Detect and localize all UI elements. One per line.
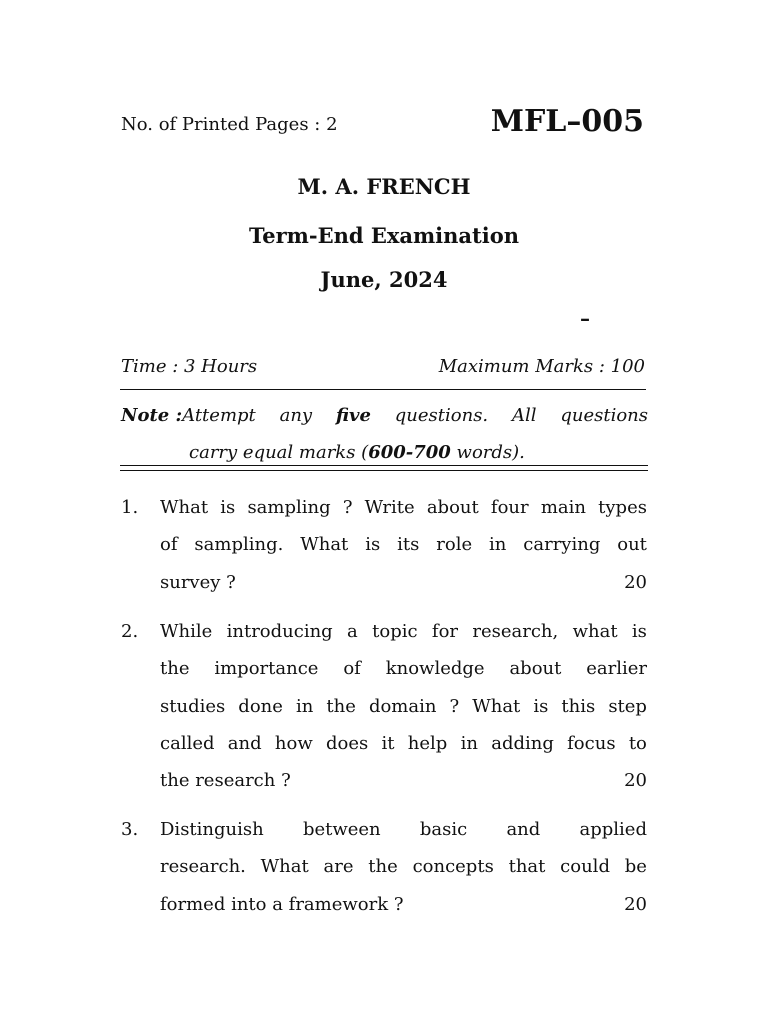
question-word: the xyxy=(160,658,190,680)
question-line xyxy=(160,886,647,923)
question-marks: 20 xyxy=(624,571,647,593)
question-word: in xyxy=(460,732,478,754)
question-number: 1. xyxy=(121,497,139,518)
question-word: the xyxy=(368,856,398,878)
question-word: between xyxy=(302,819,381,840)
question-marks: 20 xyxy=(624,770,647,792)
question-word: What xyxy=(300,534,349,556)
question-word: what xyxy=(572,621,618,642)
question-word: four xyxy=(490,497,529,518)
question-word: role xyxy=(436,534,473,556)
note-label: Note : xyxy=(121,405,183,426)
question-text: the research ? xyxy=(160,770,291,792)
question-word: help xyxy=(407,732,448,754)
question-body xyxy=(160,613,647,799)
question-word: step xyxy=(608,695,647,717)
question-word: introducing xyxy=(226,621,333,642)
divider-rule xyxy=(120,389,646,390)
question-line xyxy=(160,848,647,885)
question-word: domain xyxy=(368,695,437,717)
question-word: sampling. xyxy=(194,534,284,556)
question-body xyxy=(160,489,647,601)
question-line xyxy=(160,688,647,725)
question-word: Distinguish xyxy=(160,819,264,840)
question-word: that xyxy=(508,856,546,878)
question-body xyxy=(160,811,647,923)
question-word: out xyxy=(617,534,647,556)
question-word: and xyxy=(227,732,262,754)
question-word: concepts xyxy=(412,856,494,878)
question-word: of xyxy=(343,658,361,680)
question-word: called xyxy=(160,732,215,754)
note-text: words). xyxy=(450,442,525,463)
question-word: studies xyxy=(160,695,226,717)
question-marks: 20 xyxy=(624,893,647,915)
question-word: does xyxy=(326,732,369,754)
exam-session: June, 2024 xyxy=(320,267,448,292)
question-word: Write xyxy=(364,497,415,518)
note-text: carry equal marks ( xyxy=(189,442,369,463)
note-word: All xyxy=(511,405,537,426)
note-word-emphasis: five xyxy=(335,405,371,426)
question-word: done xyxy=(238,695,283,717)
question-word: What xyxy=(472,695,521,717)
question-word: While xyxy=(160,621,213,642)
question-word: in xyxy=(295,695,314,717)
double-rule-upper xyxy=(120,465,648,466)
question-word: earlier xyxy=(586,658,647,680)
note-word: Attempt xyxy=(182,405,256,426)
maximum-marks: Maximum Marks : 100 xyxy=(438,356,645,377)
question-word: how xyxy=(274,732,313,754)
question-word: ? xyxy=(449,695,460,717)
question-word: the xyxy=(326,695,356,717)
question-text: formed into a framework ? xyxy=(160,893,404,915)
question-word: is xyxy=(631,621,647,642)
question-text: survey ? xyxy=(160,571,236,593)
note-word: questions xyxy=(560,405,648,426)
question-word: topic xyxy=(372,621,418,642)
question-word: research. xyxy=(160,856,246,878)
note-word: questions. xyxy=(394,405,489,426)
word-range: 600-700 xyxy=(368,442,451,463)
question-word: What xyxy=(160,497,209,518)
question-word: a xyxy=(347,621,358,642)
question-line xyxy=(160,564,647,601)
question-word: about xyxy=(509,658,562,680)
question-number: 2. xyxy=(121,621,139,642)
exam-title: Term-End Examination xyxy=(248,223,519,248)
question-word: is xyxy=(365,534,381,556)
question-word: of xyxy=(160,534,178,556)
dash-mark: – xyxy=(580,306,590,330)
question-word: focus xyxy=(567,732,616,754)
question-line xyxy=(160,762,647,799)
question-word: applied xyxy=(579,819,647,840)
double-rule-lower xyxy=(120,470,648,471)
course-title: M. A. FRENCH xyxy=(297,174,471,199)
question-word: it xyxy=(381,732,395,754)
question-word: sampling xyxy=(247,497,331,518)
question-word: and xyxy=(506,819,541,840)
question-word: is xyxy=(220,497,236,518)
question-word: are xyxy=(323,856,354,878)
course-code: MFL–005 xyxy=(490,104,644,139)
question-word: is xyxy=(533,695,549,717)
question-line xyxy=(160,613,647,650)
question-word: basic xyxy=(419,819,468,840)
question-word: could xyxy=(560,856,610,878)
question-word: main xyxy=(540,497,586,518)
question-line xyxy=(160,526,647,563)
question-word: ? xyxy=(342,497,353,518)
question-line xyxy=(160,650,647,687)
question-word: carrying xyxy=(523,534,601,556)
question-word: be xyxy=(624,856,647,878)
question-word: research, xyxy=(472,621,559,642)
question-word: to xyxy=(628,732,647,754)
question-line xyxy=(160,489,647,526)
question-number: 3. xyxy=(121,819,139,840)
question-word: for xyxy=(431,621,459,642)
question-word: What xyxy=(260,856,309,878)
printed-pages-count: No. of Printed Pages : 2 xyxy=(121,114,338,135)
question-word: in xyxy=(489,534,507,556)
question-word: adding xyxy=(491,732,554,754)
instructions-note xyxy=(121,397,648,471)
question-word: about xyxy=(426,497,479,518)
question-word: importance xyxy=(214,658,319,680)
note-word: any xyxy=(279,405,313,426)
question-word: types xyxy=(598,497,647,518)
question-word: knowledge xyxy=(385,658,485,680)
question-word: this xyxy=(561,695,596,717)
question-line xyxy=(160,811,647,848)
question-line xyxy=(160,725,647,762)
exam-duration: Time : 3 Hours xyxy=(121,356,258,377)
question-word: its xyxy=(397,534,420,556)
